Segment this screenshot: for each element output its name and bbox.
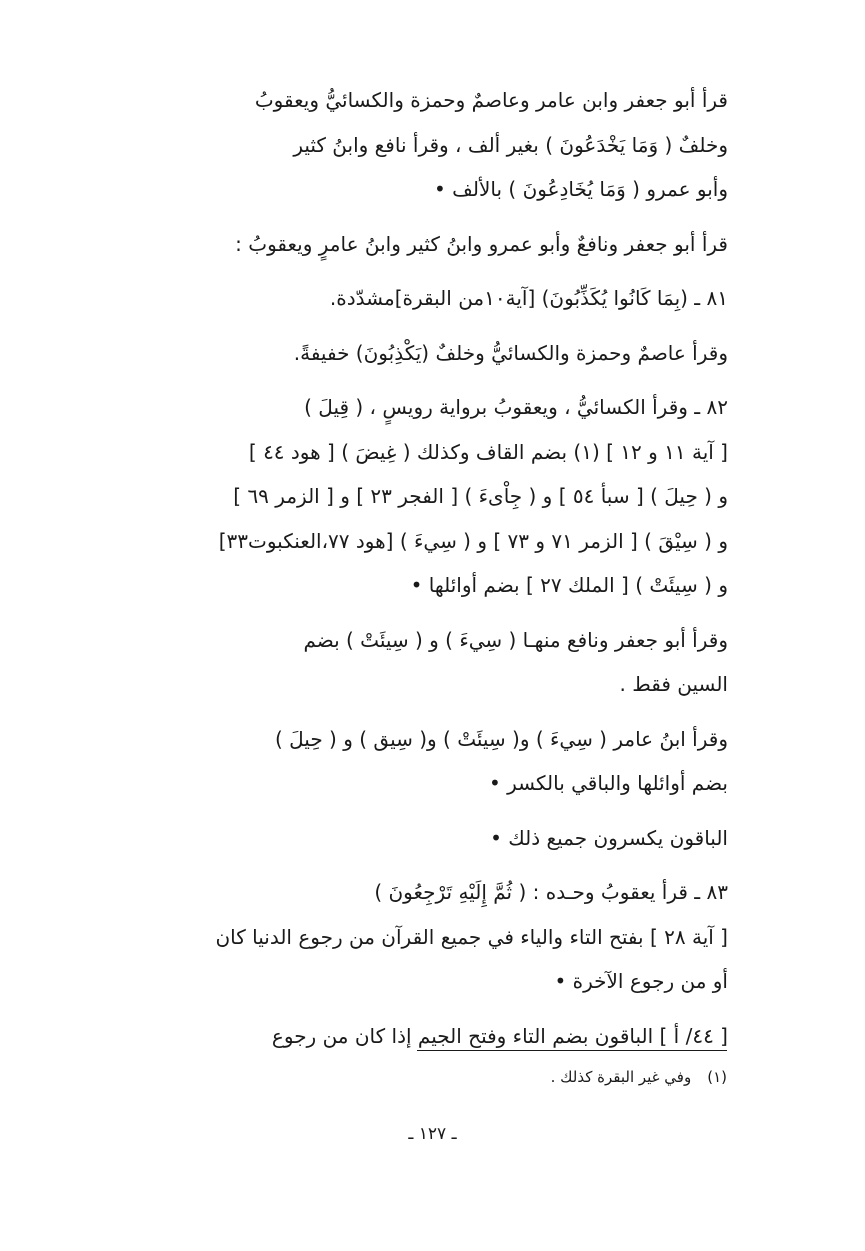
page-body	[78, 78, 728, 1058]
text-line: وقرأ عاصمٌ وحمزة والكسائيُّ وخلفٌ (يَكْذِبُونَ) خفيفةً.	[293, 340, 728, 365]
text-line: ٨١ ـ (بِمَا كَانُوا يُكَذِّبُونَ) [آية١٠من البقرة]مشدّدة.	[329, 286, 728, 310]
text-line: ٨٢ ـ وقرأ الكسائيُّ ، ويعقوبُ برواية رويسٍ ، ( قِيلَ )	[304, 395, 728, 419]
text-line: وقرأ أبو جعفر ونافع منهـا ( سِيءَ ) و ( سِيئَتْ ) بضم	[303, 627, 728, 652]
text-line: أو من رجوع الآخرة •	[554, 969, 728, 993]
footnote-divider	[417, 1050, 727, 1051]
text-line: [ آية ٢٨ ] بفتح التاء والياء في جميع القرآن من رجوع الدنيا كان	[215, 924, 728, 949]
paragraph-2	[78, 222, 728, 267]
paragraph-7	[78, 717, 728, 806]
text-line: الباقون يكسرون جميع ذلك •	[490, 825, 728, 850]
text-line: قرأ أبو جعفر وابن عامر وعاصمٌ وحمزة والكسائيُّ ويعقوبُ	[254, 88, 728, 112]
paragraph-3-item-81	[78, 276, 728, 321]
footnote	[327, 1066, 727, 1088]
footnote-number: (١)	[707, 1068, 727, 1086]
text-line: وخلفٌ ( وَمَا يَخْدَعُونَ ) بغير ألف ، وقرأ نافع وابنُ كثير	[293, 132, 728, 157]
text-line: السين فقط .	[619, 672, 728, 696]
page-number: ـ ١٢٧ ـ	[408, 1124, 457, 1144]
paragraph-4	[78, 331, 728, 376]
text-line: [ آية ١١ و ١٢ ] (١) بضم القاف وكذلك ( غِيضَ ) [ هود ٤٤ ]	[248, 439, 728, 464]
text-line: بضم أوائلها والباقي بالكسر •	[488, 771, 728, 795]
text-line: و ( حِيلَ ) [ سبأ ٥٤ ] و ( جِاْىءَ ) [ الفجر ٢٣ ] و [ الزمر ٦٩ ]	[233, 484, 728, 508]
text-line: و ( سِيئَتْ ) [ الملك ٢٧ ] بضم أوائلها •	[410, 573, 728, 597]
paragraph-6	[78, 618, 728, 707]
text-line: [ ٤٤/ أ ] الباقون بضم التاء وفتح الجيم إذا كان من رجوع	[271, 1023, 728, 1048]
text-line: وقرأ ابنُ عامر ( سِيءَ ) و( سِيئَتْ ) و( سِيق ) و ( حِيلَ )	[274, 726, 728, 751]
footnote-text: وفي غير البقرة كذلك .	[550, 1068, 692, 1086]
text-line: قرأ أبو جعفر ونافعٌ وأبو عمرو وابنُ كثير وابنُ عامرٍ ويعقوبُ :	[235, 231, 728, 256]
paragraph-9-item-83	[78, 870, 728, 1004]
text-line: ٨٣ ـ قرأ يعقوبُ وحـده : ( ثُمَّ إِلَيْهِ تَرْجِعُونَ )	[374, 880, 728, 904]
paragraph-8	[78, 816, 728, 861]
text-line: و ( سِيْقَ ) [ الزمر ٧١ و ٧٣ ] و ( سِيءَ ) [هود ٧٧،العنكبوت٣٣]	[218, 528, 728, 553]
paragraph-1	[78, 78, 728, 212]
paragraph-10	[78, 1014, 728, 1059]
paragraph-5-item-82	[78, 385, 728, 608]
text-line: وأبو عمرو ( وَمَا يُخَادِعُونَ ) بالألف •	[434, 177, 728, 201]
